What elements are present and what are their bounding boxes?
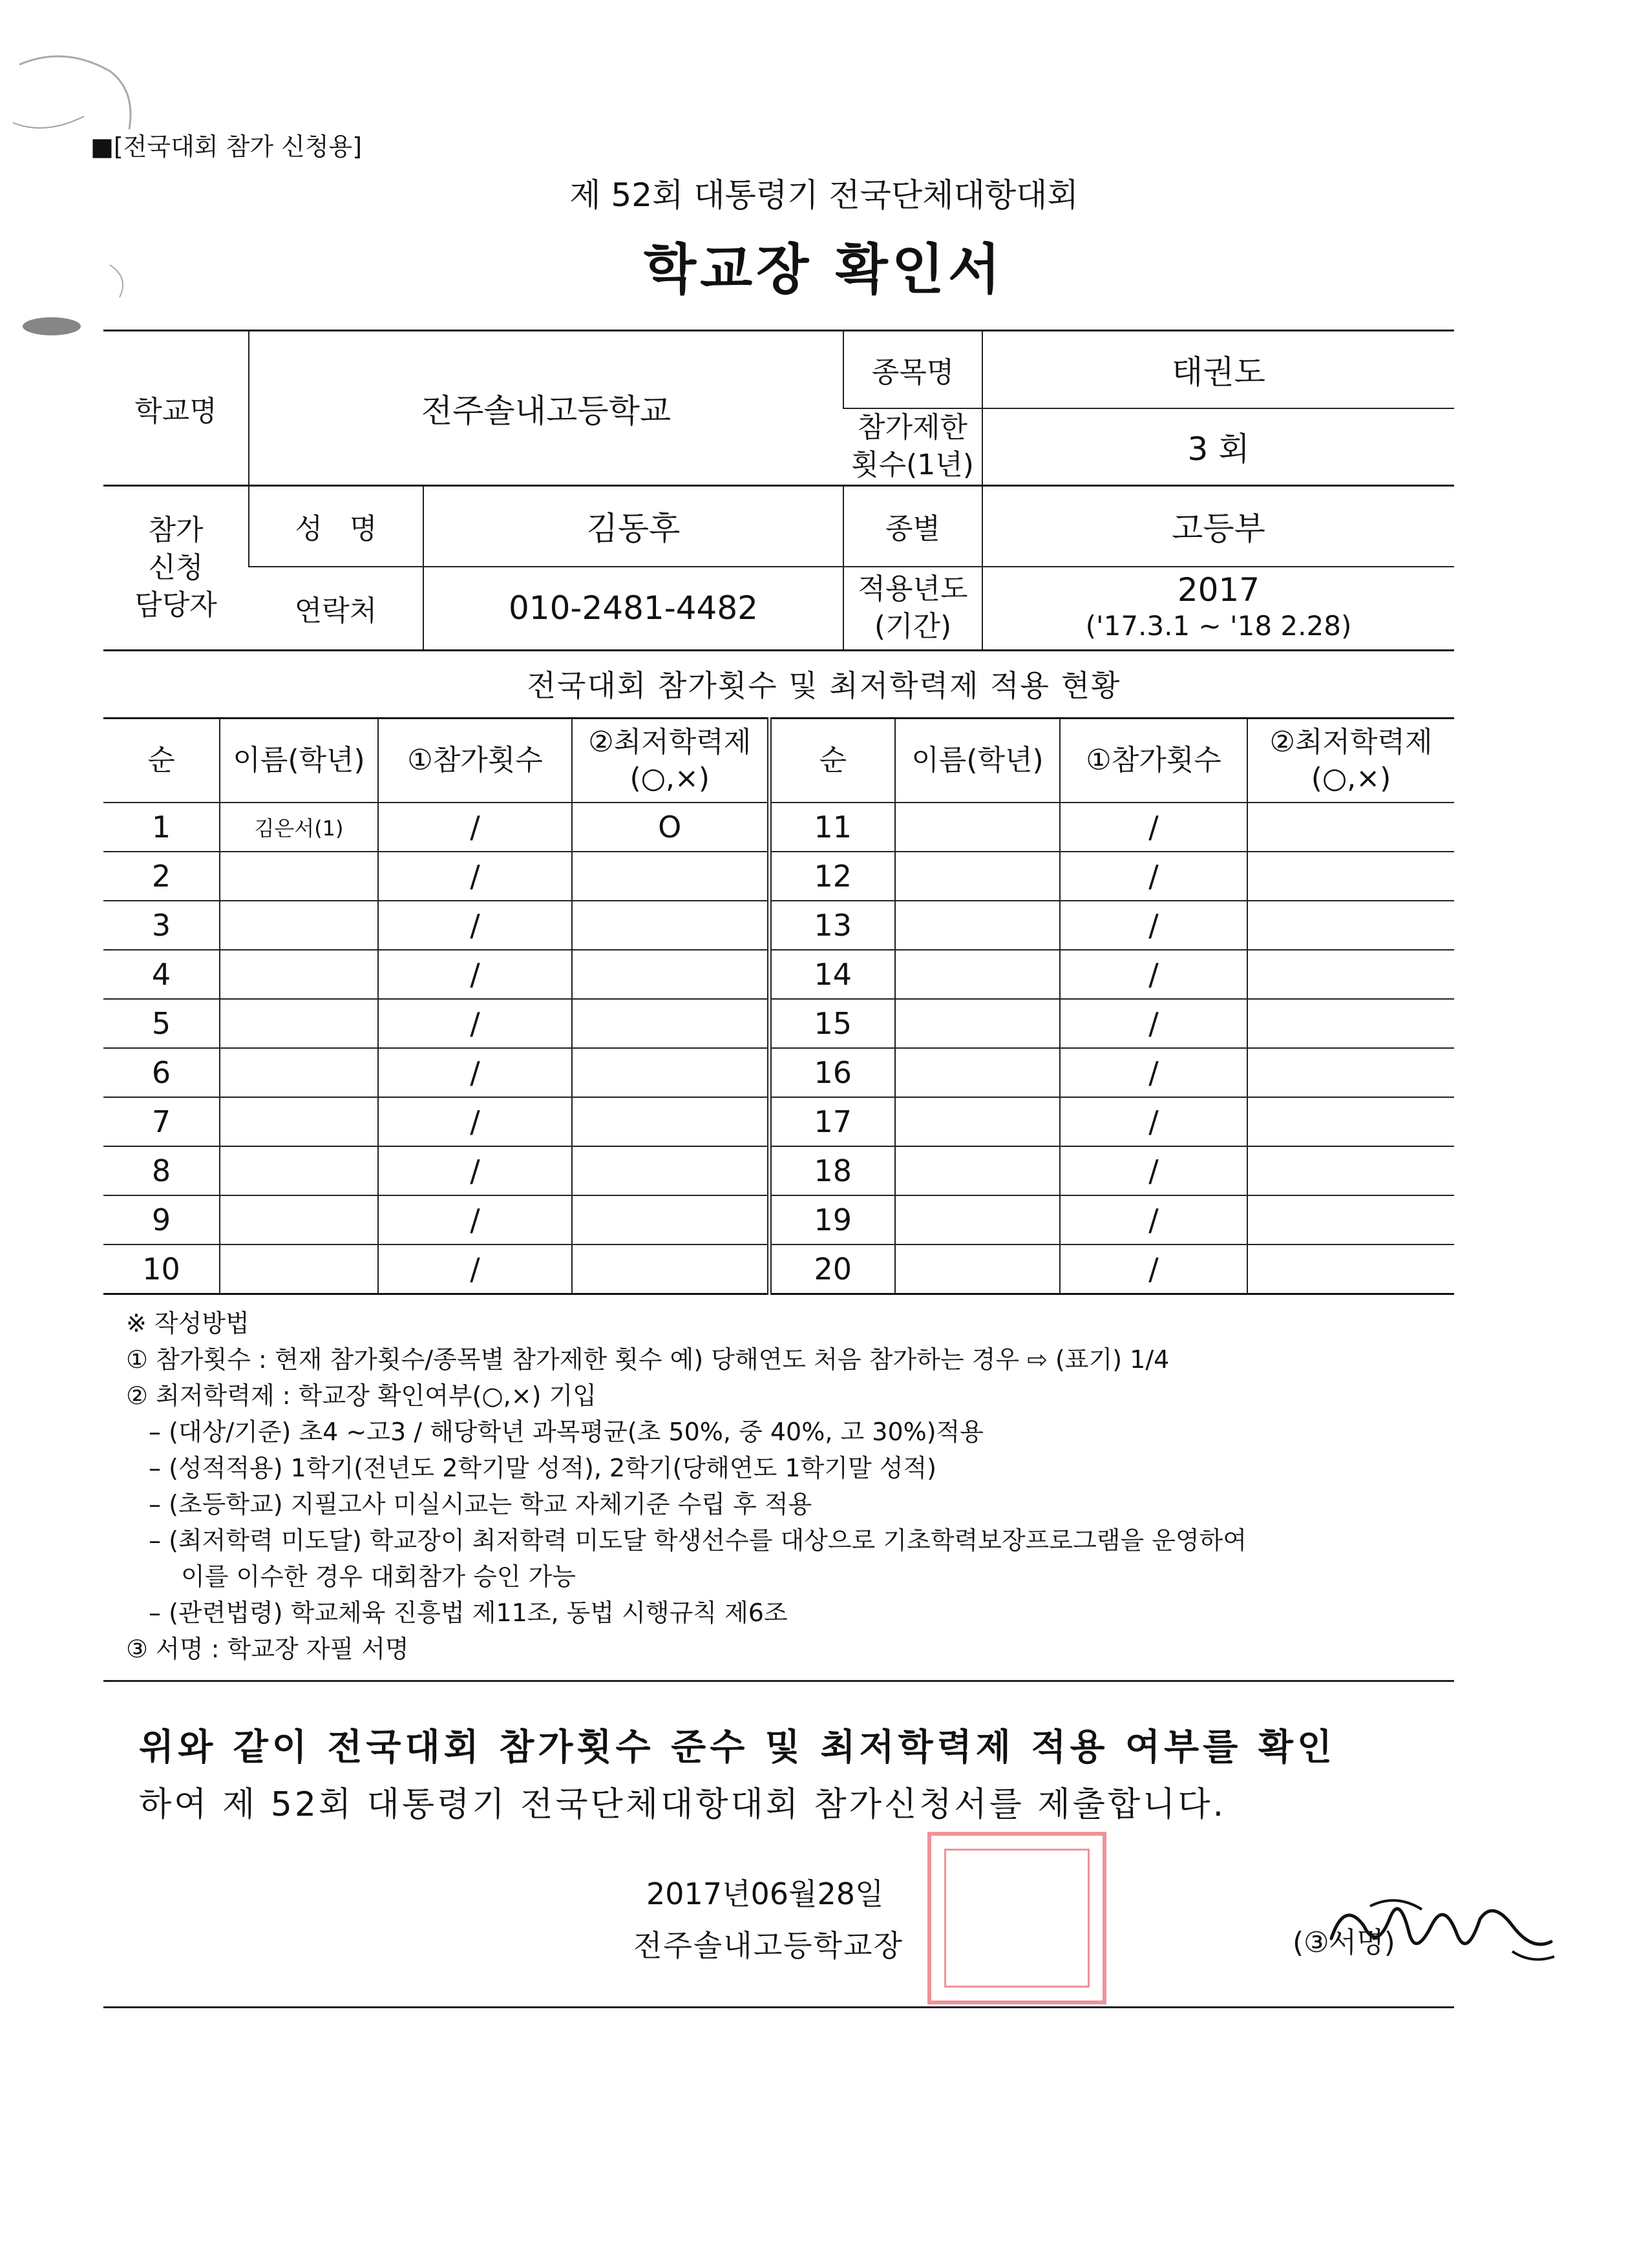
cell-no-left: 10 (103, 1244, 220, 1294)
cell-count-right: / (1060, 999, 1247, 1048)
cell-min-right (1247, 1146, 1454, 1195)
cell-name-left (220, 1244, 378, 1294)
cell-min-right (1247, 1097, 1454, 1146)
year-label-line1: 적용년도 (858, 572, 968, 606)
signature-label: (③서명) (1293, 1926, 1395, 1959)
cell-name-left (220, 852, 378, 901)
cell-no-left: 7 (103, 1097, 220, 1146)
cell-no-right: 20 (769, 1244, 895, 1294)
cell-name-right (895, 1195, 1060, 1244)
cell-name-right (895, 803, 1060, 852)
cell-name-left (220, 1195, 378, 1244)
contact-phone-value: 010-2481-4482 (423, 567, 843, 651)
table-row (103, 1048, 1454, 1097)
cell-no-right: 12 (769, 852, 895, 901)
limit-label-line2: 횟수(1년) (851, 448, 974, 482)
cell-min-right (1247, 1195, 1454, 1244)
contact-name-label: 성 명 (249, 486, 423, 567)
school-label: 학교명 (103, 331, 249, 486)
cell-count-left: / (378, 1048, 572, 1097)
cell-min-right (1247, 999, 1454, 1048)
cell-name-left (220, 999, 378, 1048)
cell-min-left (572, 1195, 769, 1244)
header-count-left: ①참가횟수 (378, 719, 572, 803)
table-row (103, 1097, 1454, 1146)
cell-no-left: 9 (103, 1195, 220, 1244)
instruction-subitem: – (대상/기준) 초4 ~고3 / 해당학년 과목평균(초 50%, 중 40%, 고 30%)적용 (149, 1418, 984, 1446)
cell-no-right: 16 (769, 1048, 895, 1097)
contact-group-line1: 참가 (148, 514, 204, 547)
cell-count-left: / (378, 950, 572, 999)
header-min-left-line1: ②최저학력제 (588, 726, 752, 759)
form-type-tag: ■[전국대회 참가 신청용] (90, 132, 363, 161)
cell-name-right (895, 999, 1060, 1048)
year-value-period: ('17.3.1 ~ '18 2.28) (1085, 610, 1352, 642)
statement-line-1: 위와 같이 전국대회 참가횟수 준수 및 최저학력제 적용 여부를 확인 (139, 1727, 1336, 1769)
cell-count-left: / (378, 1097, 572, 1146)
cell-count-right: / (1060, 1097, 1247, 1146)
cell-count-right: / (1060, 852, 1247, 901)
divider-bottom (103, 2006, 1454, 2008)
limit-value: 3 회 (982, 408, 1454, 486)
year-value (982, 567, 1454, 651)
instruction-subitem-continued: 이를 이수한 경우 대회참가 승인 가능 (181, 1562, 576, 1591)
cell-no-left: 2 (103, 852, 220, 901)
instruction-subitem: – (관련법령) 학교체육 진흥법 제11조, 동법 시행규칙 제6조 (149, 1599, 788, 1627)
header-min-right-line1: ②최저학력제 (1269, 726, 1433, 759)
year-label (843, 567, 982, 651)
event-label: 종목명 (843, 331, 982, 408)
participation-table (103, 717, 1454, 1295)
table-row (103, 1195, 1454, 1244)
cell-name-right (895, 852, 1060, 901)
division-label: 종별 (843, 486, 982, 567)
cell-min-left (572, 999, 769, 1048)
cell-count-right: / (1060, 1146, 1247, 1195)
cell-count-right: / (1060, 1244, 1247, 1294)
cell-no-right: 14 (769, 950, 895, 999)
cell-count-left: / (378, 1146, 572, 1195)
header-name-right: 이름(학년) (895, 719, 1060, 803)
header-min-right (1247, 719, 1454, 803)
cell-count-left: / (378, 901, 572, 950)
document-title: 학교장 확인서 (643, 238, 1005, 301)
instruction-subitem: – (최저학력 미도달) 학교장이 최저학력 미도달 학생선수를 대상으로 기초학력보장프로그램을 운영하여 (149, 1526, 1247, 1555)
cell-count-right: / (1060, 901, 1247, 950)
table-row (103, 1146, 1454, 1195)
header-name-left: 이름(학년) (220, 719, 378, 803)
contact-group-line2: 신청 (148, 551, 204, 584)
table-row (103, 950, 1454, 999)
cell-min-right (1247, 852, 1454, 901)
instruction-item: ① 참가횟수 : 현재 참가횟수/종목별 참가제한 횟수 예) 당해연도 처음 참가하는 경우 ⇨ (표기) 1/4 (126, 1345, 1170, 1374)
official-seal-stamp (927, 1832, 1106, 2004)
cell-min-right (1247, 1244, 1454, 1294)
cell-min-right (1247, 950, 1454, 999)
cell-count-left: / (378, 852, 572, 901)
year-value-year: 2017 (1177, 571, 1260, 609)
cell-name-left (220, 1146, 378, 1195)
table-row (103, 852, 1454, 901)
handwritten-signature (1318, 1880, 1564, 1977)
header-min-left-line2: (○,×) (629, 762, 710, 795)
instruction-subitem: – (성적적용) 1학기(전년도 2학기말 성적), 2학기(당해연도 1학기말 성적) (149, 1454, 936, 1482)
cell-count-left: / (378, 999, 572, 1048)
cell-no-left: 1 (103, 803, 220, 852)
cell-no-left: 3 (103, 901, 220, 950)
instruction-heading: ※ 작성방법 (126, 1309, 249, 1338)
cell-no-right: 17 (769, 1097, 895, 1146)
header-count-right: ①참가횟수 (1060, 719, 1247, 803)
instruction-item: ② 최저학력제 : 학교장 확인여부(○,×) 기입 (126, 1381, 597, 1410)
table-row (103, 999, 1454, 1048)
cell-count-right: / (1060, 1195, 1247, 1244)
year-label-line2: (기간) (874, 610, 952, 644)
submission-date: 2017년06월28일 (646, 1876, 884, 1911)
school-value: 전주솔내고등학교 (249, 331, 843, 486)
cell-name-right (895, 901, 1060, 950)
contact-phone-label: 연락처 (249, 567, 423, 651)
participation-rows (103, 803, 1454, 1294)
cell-min-left (572, 1048, 769, 1097)
cell-name-left (220, 1097, 378, 1146)
cell-count-right: / (1060, 1048, 1247, 1097)
cell-no-right: 15 (769, 999, 895, 1048)
division-value: 고등부 (982, 486, 1454, 567)
cell-name-right (895, 1244, 1060, 1294)
cell-count-right: / (1060, 803, 1247, 852)
event-value: 태권도 (982, 331, 1454, 408)
cell-no-right: 13 (769, 901, 895, 950)
info-table (103, 330, 1454, 651)
cell-no-left: 5 (103, 999, 220, 1048)
cell-name-right (895, 1048, 1060, 1097)
header-min-right-line2: (○,×) (1311, 762, 1391, 795)
instruction-subitem: – (초등학교) 지필고사 미실시교는 학교 자체기준 수립 후 적용 (149, 1490, 812, 1518)
cell-name-left (220, 950, 378, 999)
cell-no-left: 6 (103, 1048, 220, 1097)
divider (103, 1680, 1454, 1682)
cell-name-left: 김은서(1) (220, 803, 378, 852)
competition-title: 제 52회 대통령기 전국단체대항대회 (569, 176, 1079, 214)
cell-min-left: O (572, 803, 769, 852)
header-min-left (572, 719, 769, 803)
cell-min-right (1247, 1048, 1454, 1097)
cell-min-left (572, 901, 769, 950)
cell-min-right (1247, 901, 1454, 950)
cell-min-left (572, 1244, 769, 1294)
cell-min-left (572, 852, 769, 901)
table-row (103, 901, 1454, 950)
cell-count-right: / (1060, 950, 1247, 999)
table-row (103, 803, 1454, 852)
cell-min-right (1247, 803, 1454, 852)
cell-min-left (572, 950, 769, 999)
cell-no-right: 11 (769, 803, 895, 852)
cell-no-left: 4 (103, 950, 220, 999)
cell-min-left (572, 1146, 769, 1195)
table-row (103, 1244, 1454, 1294)
principal-title: 전주솔내고등학교장 (633, 1928, 903, 1963)
header-no-right: 순 (769, 719, 895, 803)
cell-count-left: / (378, 1195, 572, 1244)
cell-name-right (895, 1146, 1060, 1195)
limit-label-line1: 참가제한 (857, 411, 967, 445)
header-no-left: 순 (103, 719, 220, 803)
cell-no-right: 19 (769, 1195, 895, 1244)
cell-name-right (895, 950, 1060, 999)
status-title: 전국대회 참가횟수 및 최저학력제 적용 현황 (527, 668, 1121, 703)
instructions (126, 1305, 1451, 1667)
cell-no-right: 18 (769, 1146, 895, 1195)
contact-group-line3: 담당자 (134, 589, 217, 622)
cell-name-right (895, 1097, 1060, 1146)
cell-name-left (220, 1048, 378, 1097)
cell-min-left (572, 1097, 769, 1146)
contact-name-value: 김동후 (423, 486, 843, 567)
cell-no-left: 8 (103, 1146, 220, 1195)
confirmation-statement (139, 1719, 1451, 1825)
limit-label (843, 408, 982, 486)
cell-count-left: / (378, 803, 572, 852)
instruction-item: ③ 서명 : 학교장 자필 서명 (126, 1635, 409, 1663)
cell-count-left: / (378, 1244, 572, 1294)
cell-name-left (220, 901, 378, 950)
contact-group-label (103, 486, 249, 651)
statement-line-2: 하여 제 52회 대통령기 전국단체대항대회 참가신청서를 제출합니다. (139, 1785, 1227, 1824)
